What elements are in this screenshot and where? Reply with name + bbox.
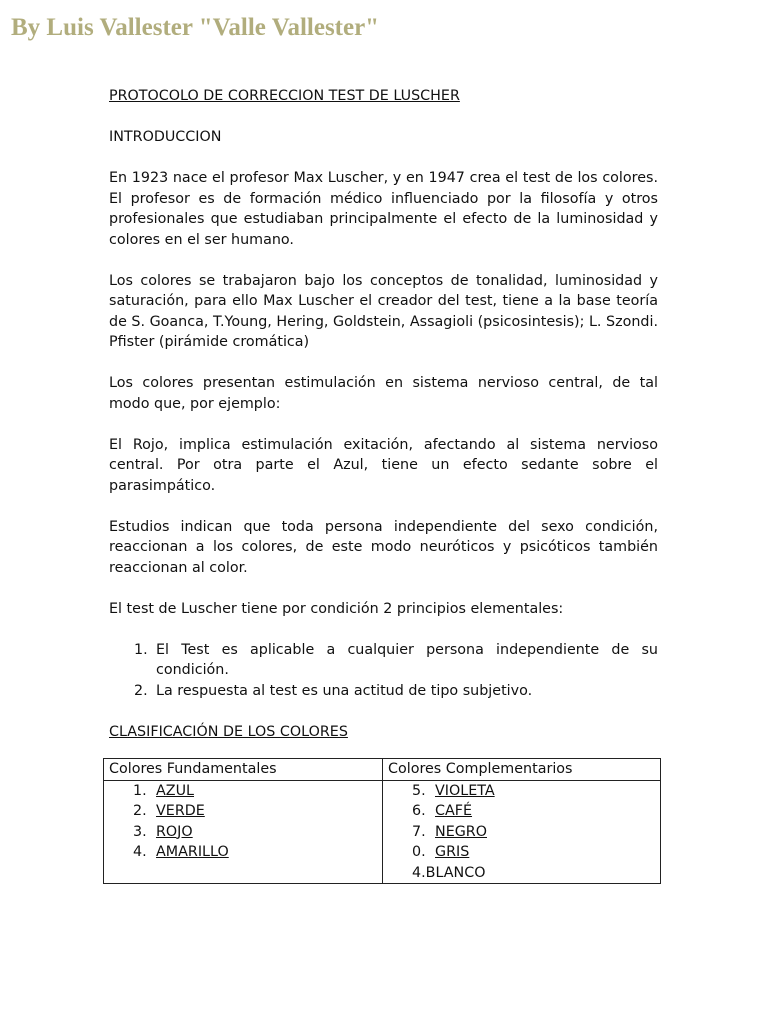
complementary-colors-list bbox=[388, 781, 660, 884]
color-item-negro: 7. NEGRO bbox=[412, 823, 487, 840]
colors-classification-table bbox=[103, 758, 661, 884]
color-item-rojo: 3. ROJO bbox=[133, 823, 193, 840]
intro-heading: INTRODUCCION bbox=[109, 129, 222, 145]
list-item bbox=[109, 640, 658, 681]
color-item-blanco: 4.BLANCO bbox=[412, 864, 486, 881]
table-header-row bbox=[104, 759, 661, 781]
color-item-violeta: 5. VIOLETA bbox=[412, 782, 495, 799]
fundamental-colors-list bbox=[109, 781, 382, 863]
classification-heading: CLASIFICACIÓN DE LOS COLORES bbox=[109, 723, 348, 740]
list-item-text: La respuesta al test es una actitud de tipo subjetivo. bbox=[156, 682, 533, 699]
color-item-cafe: 6. CAFÉ bbox=[412, 803, 473, 819]
paragraph-red-blue: El Rojo, implica estimulación exitación, afectando al sistema nervioso central. Por otra parte el Azul, tiene un efecto sedante sobre el parasimpático. bbox=[109, 436, 658, 494]
byline-watermark: By Luis Vallester "Valle Vallester" bbox=[11, 14, 380, 41]
color-item-azul: 1. AZUL bbox=[133, 782, 195, 799]
color-item-verde: 2. VERDE bbox=[133, 803, 205, 819]
list-item bbox=[109, 681, 658, 702]
fundamental-colors-cell bbox=[104, 780, 383, 884]
paragraph-stimulation: Los colores presentan estimulación en sistema nervioso central, de tal modo que, por ejemplo: bbox=[109, 375, 658, 412]
table-row bbox=[104, 780, 661, 884]
color-item-gris: 0. GRIS bbox=[412, 844, 470, 860]
color-item-amarillo: 4. AMARILLO bbox=[133, 844, 229, 860]
list-item-number: 1. bbox=[134, 641, 148, 658]
paragraph-principles-intro: El test de Luscher tiene por condición 2 principios elementales: bbox=[109, 600, 564, 617]
list-item-number: 2. bbox=[134, 682, 148, 699]
document-title: PROTOCOLO DE CORRECCION TEST DE LUSCHER bbox=[109, 88, 460, 104]
principles-list bbox=[109, 640, 658, 702]
paragraph-history: En 1923 nace el profesor Max Luscher, y en 1947 crea el test de los colores. El profesor es de formación médico influenciado por la filosofía y otros profesionales que estudiaban principalmente el efecto de la luminosidad y colores en el ser humano. bbox=[109, 170, 658, 248]
header-fundamental-colors: Colores Fundamentales bbox=[104, 759, 383, 781]
complementary-colors-cell bbox=[383, 780, 661, 884]
document-body bbox=[109, 86, 658, 763]
paragraph-concepts: Los colores se trabajaron bajo los conceptos de tonalidad, luminosidad y saturación, para ello Max Luscher el creador del test, tiene a la base teoría de S. Goanca, T.Young, Hering, Goldstein, Assagioli (psicosintesis); L. Szondi. Pfister (pirámide cromática) bbox=[109, 272, 658, 350]
paragraph-studies: Estudios indican que toda persona independiente del sexo condición, reaccionan a los colores, de este modo neuróticos y psicóticos también reaccionan al color. bbox=[109, 518, 658, 576]
list-item-text: El Test es aplicable a cualquier persona independiente de su condición. bbox=[156, 641, 658, 678]
header-complementary-colors: Colores Complementarios bbox=[383, 759, 661, 781]
